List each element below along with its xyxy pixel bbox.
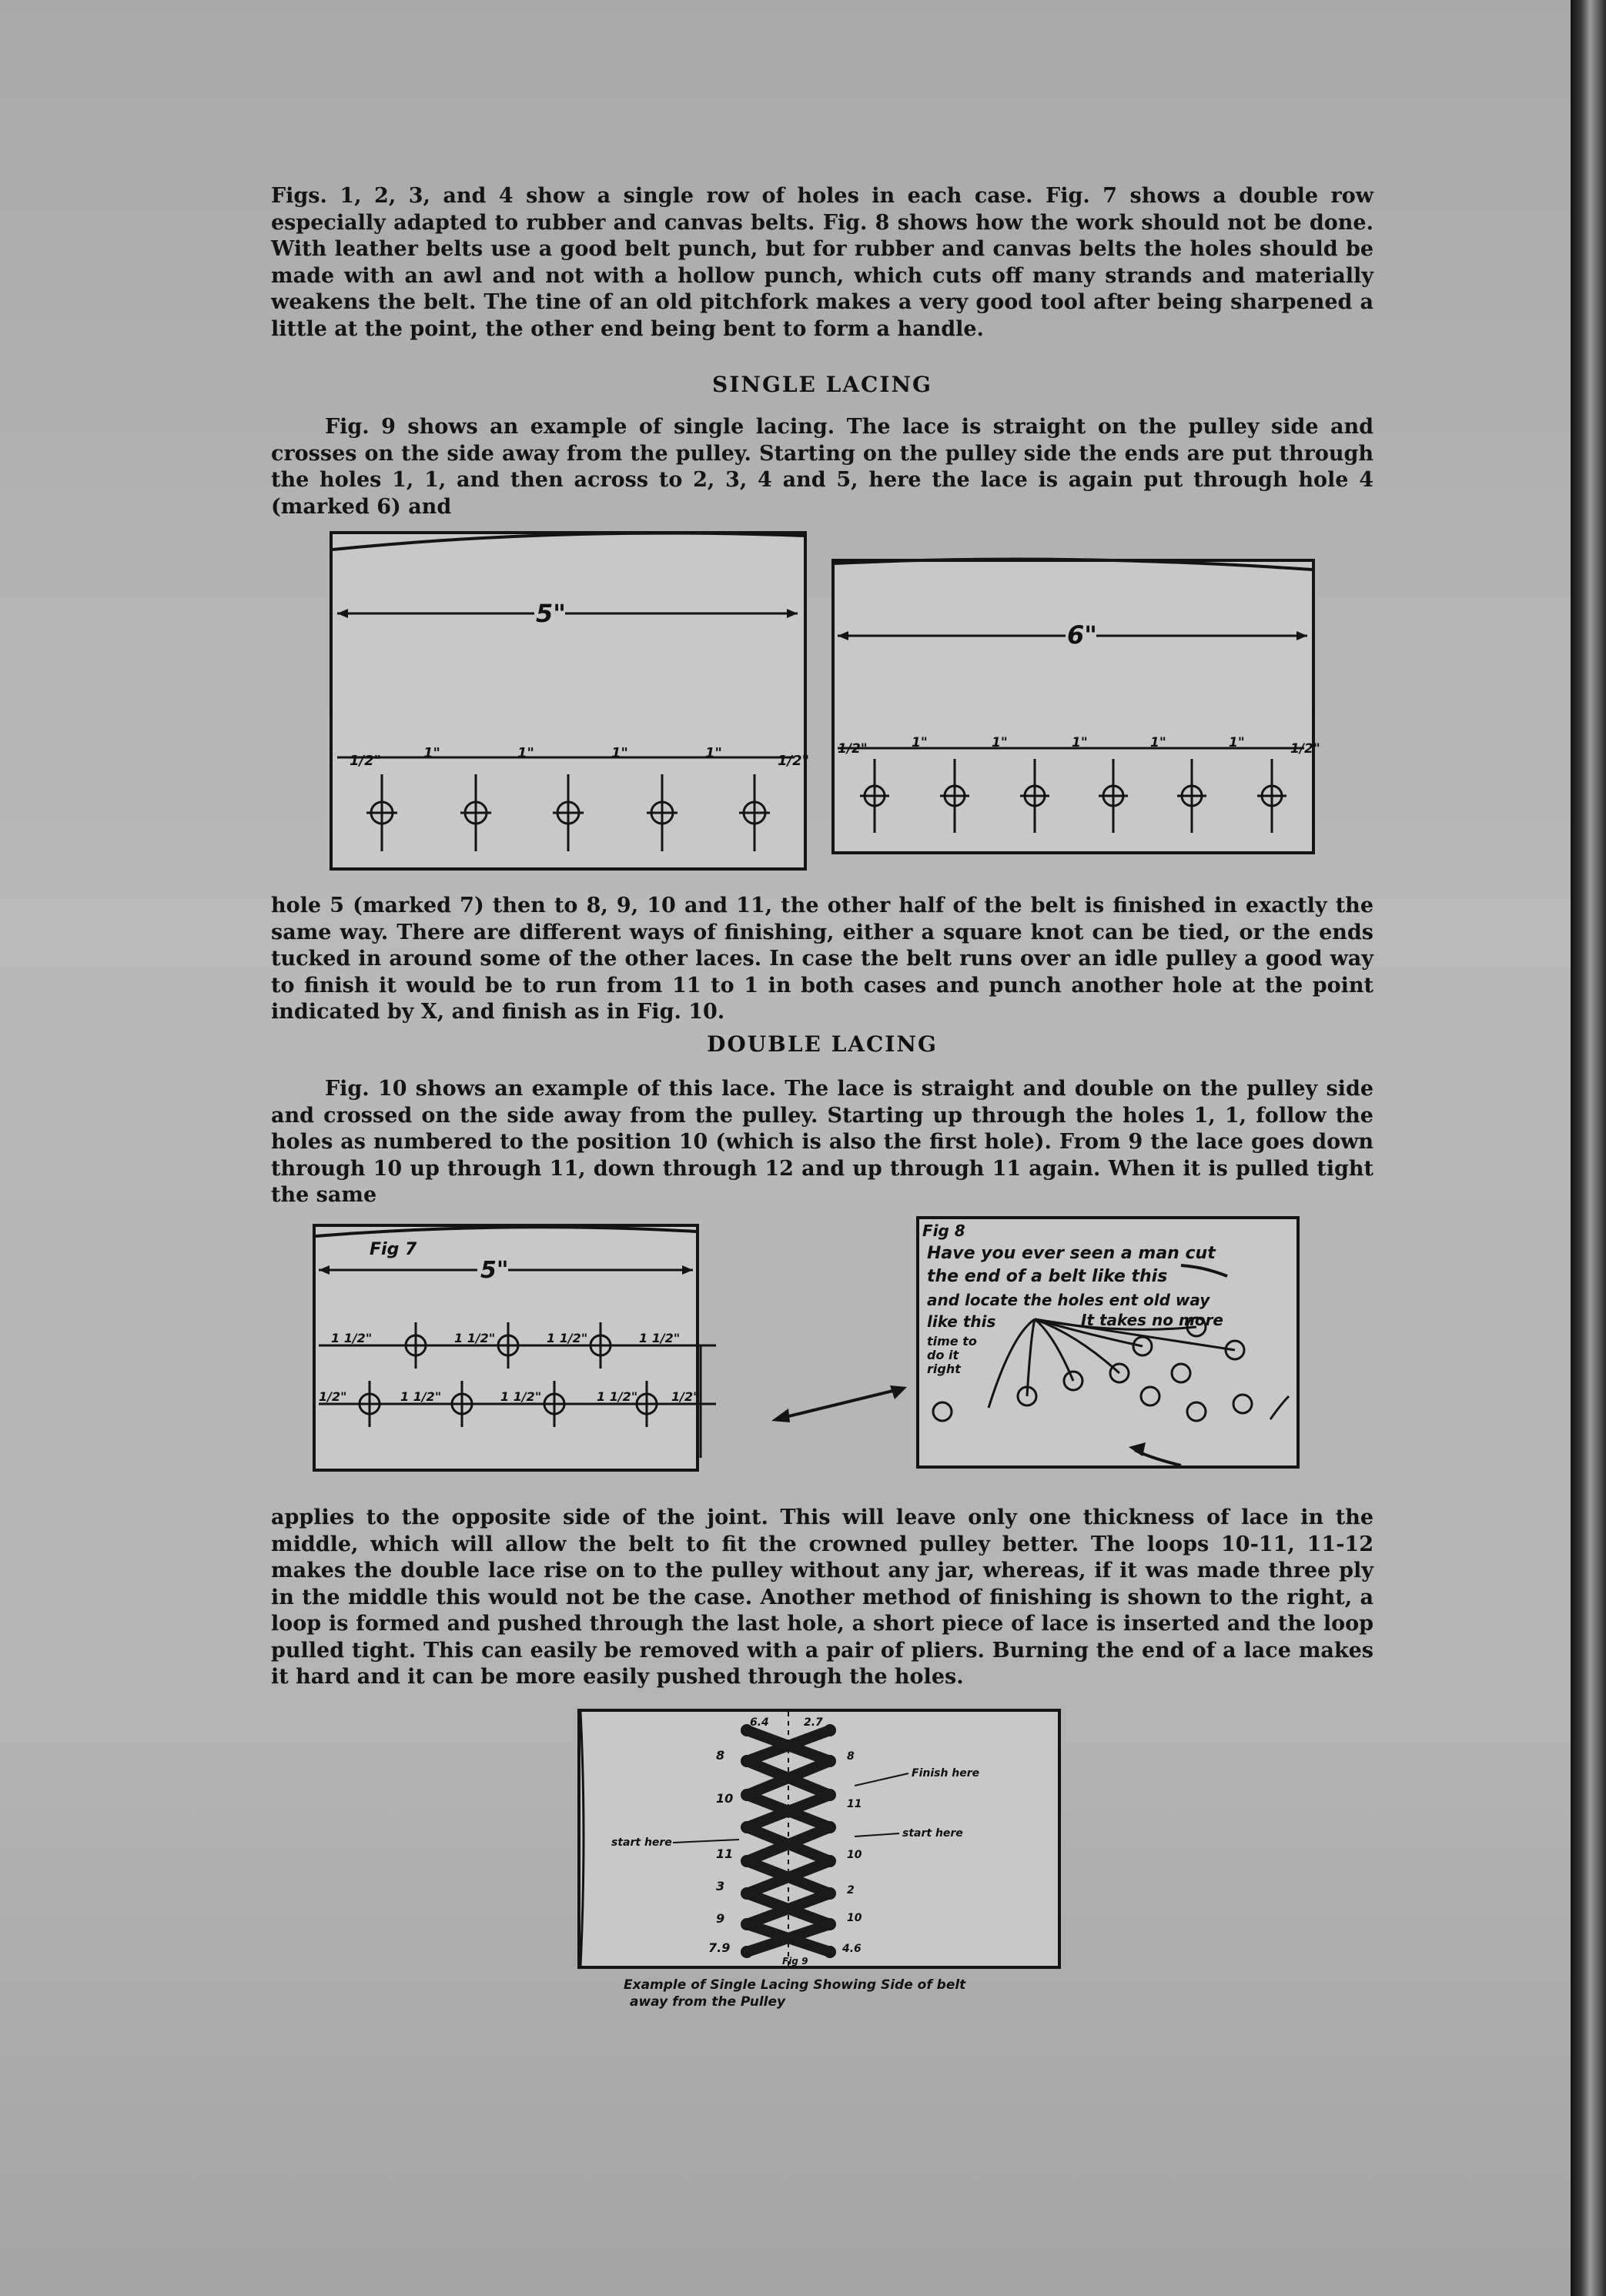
fig9-finish-here: Finish here: [912, 1767, 980, 1780]
fig9-label: Fig 9: [782, 1956, 808, 1967]
fig8-line-7: right: [927, 1362, 961, 1376]
figure-7-double-row: [313, 1224, 699, 1472]
fig7-row1-label-0: 1 1/2": [331, 1331, 373, 1345]
fig7-title: Fig 7: [370, 1240, 417, 1259]
fig8-line-6: do it: [927, 1348, 959, 1362]
fig7-row1-label-2: 1 1/2": [547, 1331, 588, 1345]
single-lacing-paragraph-1: Fig. 9 shows an example of single lacing. The lace is straight on the pulley side and crosses on the side away from the pulley. Starting on the pulley side the ends are put through the holes 1, 1, and then across to 2, 3, 4 and 5, here the lace is again put through hole 4 (marked 6) and: [271, 415, 1373, 519]
fig-b-label-5: 1": [1229, 735, 1245, 750]
fig-a-label-3: 1": [611, 745, 628, 761]
fig9-start-here-right: start here: [902, 1827, 963, 1840]
intro-paragraph: Figs. 1, 2, 3, and 4 show a single row of holes in each case. Fig. 7 shows a double row especially adapted to rubber and canvas belts. Fig. 8 shows how the work should not be done. With leather belts use a good belt punch, but for rubber and canvas belts the holes should be made with an awl and not with a hollow punch, which cuts off many strands and materially weakens the belt. The tine of an old pitchfork makes a very good tool after being sharpened a little at the point, the other end being bent to form a handle.: [271, 184, 1373, 341]
fig9-left-num-4: 9: [716, 1911, 725, 1926]
fig8-line-4: It takes no more: [1081, 1311, 1223, 1329]
fig-a-label-5: 1/2": [778, 753, 810, 769]
fig7-row1-label-1: 1 1/2": [454, 1331, 496, 1345]
fig9-left-num-3: 3: [716, 1879, 725, 1893]
fig7-row2-label-4: 1/2": [671, 1389, 700, 1404]
fig9-caption-line-2: away from the Pulley: [630, 1994, 786, 2010]
figure-single-row-6in: [831, 559, 1320, 854]
fig8-line-2: and locate the holes ent old way: [927, 1291, 1210, 1309]
fig8-line-5: time to: [927, 1334, 977, 1349]
fig9-right-num-4: 2: [847, 1884, 855, 1897]
fig-b-label-6: 1/2": [1290, 741, 1320, 757]
fig7-width-label: 5": [480, 1257, 509, 1284]
fig9-start-here-left: start here: [611, 1836, 672, 1849]
double-arrow-icon: [767, 1378, 912, 1432]
fig7-row1-label-3: 1 1/2": [639, 1331, 681, 1345]
fig8-line-3: like this: [927, 1312, 996, 1331]
fig9-top-num-0: 6.4: [750, 1716, 769, 1729]
figure-single-row-5in: [330, 531, 810, 871]
fig8-line-0: Have you ever seen a man cut: [927, 1244, 1216, 1263]
fig-b-width-label: 6": [1067, 620, 1097, 650]
fig-b-label-4: 1": [1150, 735, 1166, 750]
fig8-hole: [1233, 1395, 1252, 1413]
fig9-right-num-2: 11: [847, 1798, 862, 1810]
fig8-hole: [1172, 1364, 1190, 1382]
fig7-row2-label-1: 1 1/2": [400, 1389, 442, 1404]
fig9-left-num-5: 7.9: [708, 1940, 731, 1955]
double-lacing-heading: DOUBLE LACING: [707, 1031, 938, 1057]
figure-8-wrong-way: [916, 1216, 1300, 1469]
fig8-line-1: the end of a belt like this: [927, 1267, 1168, 1286]
fig-b-label-2: 1": [992, 735, 1008, 750]
fig9-right-num-3: 10: [847, 1849, 862, 1861]
fig9-right-num-5: 10: [847, 1912, 862, 1924]
fig-a-width-label: 5": [536, 599, 566, 628]
fig9-top-num-1: 2.7: [804, 1716, 823, 1729]
fig9-caption-line-1: Example of Single Lacing Showing Side of belt: [624, 1977, 966, 1993]
fig9-left-num-2: 11: [716, 1846, 734, 1861]
fig-b-label-0: 1/2": [838, 741, 868, 757]
fig-a-label-1: 1": [423, 745, 440, 761]
fig7-row2-label-0: 1/2": [319, 1389, 347, 1404]
single-lacing-heading: SINGLE LACING: [712, 372, 932, 397]
fig8-hole: [1141, 1387, 1159, 1405]
fig8-hole: [1187, 1402, 1206, 1421]
fig-a-label-0: 1/2": [350, 753, 382, 769]
fig9-right-num-1: 8: [847, 1750, 855, 1763]
fig7-row2-label-3: 1 1/2": [597, 1389, 638, 1404]
fig-b-label-3: 1": [1072, 735, 1088, 750]
figure-9-drawing: [581, 1712, 1058, 1966]
fig-a-label-2: 1": [517, 745, 534, 761]
fig9-left-num-0: 8: [716, 1748, 725, 1763]
fig-a-label-4: 1": [705, 745, 722, 761]
fig8-title: Fig 8: [922, 1222, 965, 1240]
figure-single-row-6in-drawing: [835, 562, 1320, 851]
figure-single-row-5in-drawing: [333, 534, 810, 867]
page-edge-shadow: [1571, 0, 1606, 2296]
figure-9-single-lacing: [577, 1709, 1061, 1969]
figure-7-drawing: [316, 1227, 700, 1469]
fig-b-label-1: 1": [912, 735, 928, 750]
double-lacing-paragraph-1: Fig. 10 shows an example of this lace. The lace is straight and double on the pulley side and crossed on the side away from the pulley. Starting up through the holes 1, 1, follow the holes as numbered to the position 10 (which is also the first hole). From 9 the lace goes down through 10 up through 11, down through 12 and up through 11 again. When it is pulled tight the same: [271, 1077, 1373, 1207]
fig9-right-num-6: 4.6: [842, 1943, 862, 1955]
double-lacing-paragraph-2: applies to the opposite side of the joint. This will leave only one thickness of lace in the middle, which will allow the belt to fit the crowned pulley better. The loops 10-11, 11-12 makes the double lace rise on to the pulley without any jar, whereas, if it was made three ply in the middle this would not be the case. Another method of finishing is shown to the right, a loop is formed and pushed through the last hole, a short piece of lace is inserted and the loop pulled tight. This can easily be removed with a pair of pliers. Burning the end of a lace makes it hard and it can be more easily pushed through the holes.: [271, 1506, 1373, 1689]
fig8-hole: [933, 1402, 952, 1421]
fig7-row2-label-2: 1 1/2": [500, 1389, 542, 1404]
single-lacing-paragraph-2: hole 5 (marked 7) then to 8, 9, 10 and 11, the other half of the belt is finished in exactly the same way. There are different ways of finishing, either a square knot can be tied, or the ends tucked in around some of the other laces. In case the belt runs over an idle pulley a good way to finish it would be to run from 11 to 1 in both cases and punch another hole at the point indicated by X, and finish as in Fig. 10.: [271, 894, 1373, 1024]
fig9-left-num-1: 10: [716, 1791, 734, 1806]
